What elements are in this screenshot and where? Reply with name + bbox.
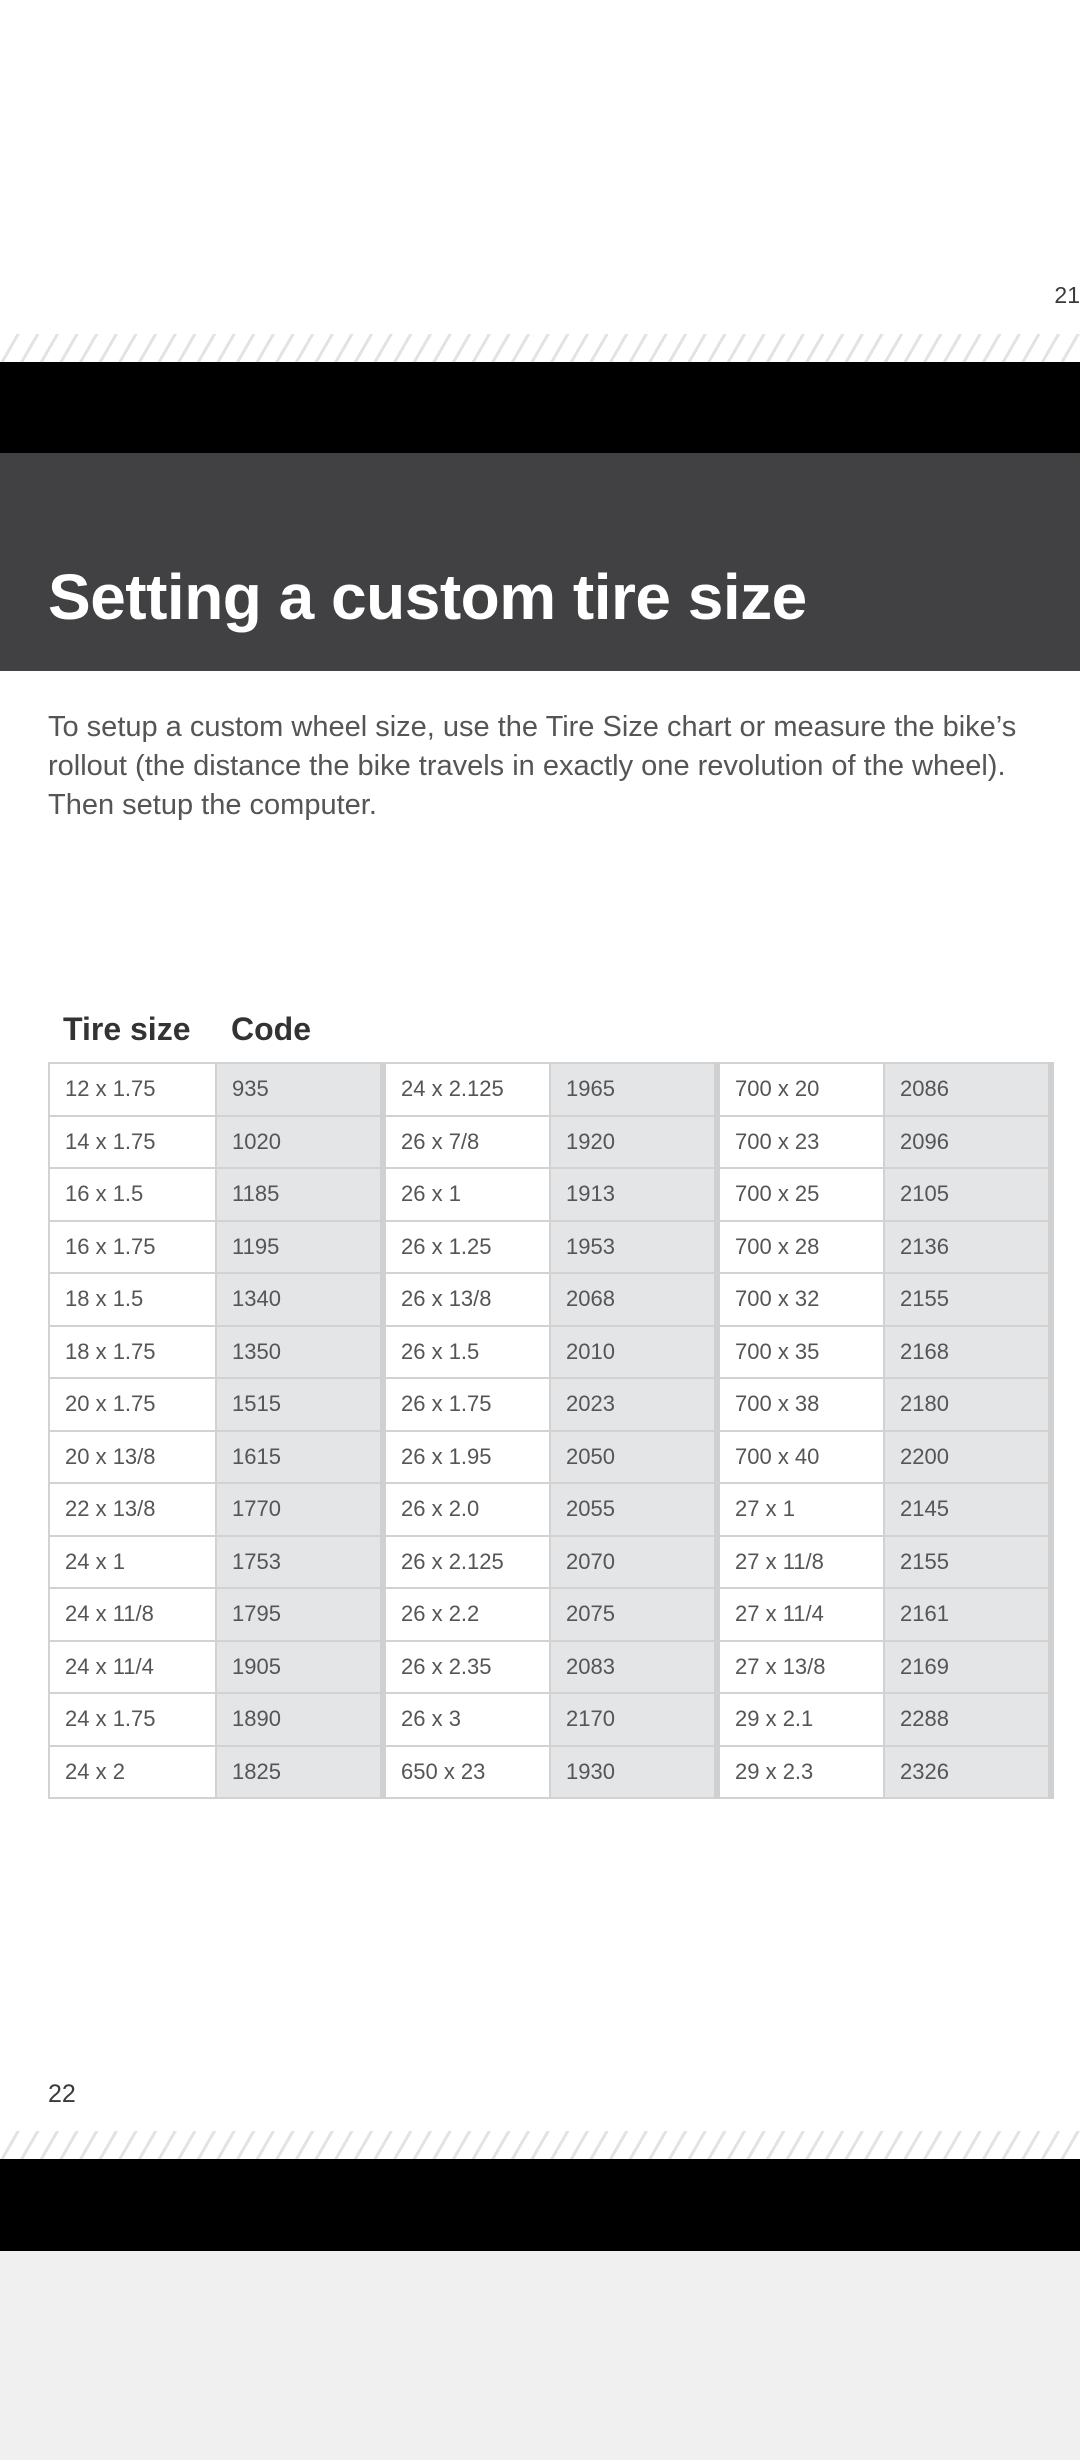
tire-size-cell: 18 x 1.5: [49, 1273, 216, 1326]
tire-code-cell: 2200: [884, 1431, 1051, 1484]
tire-size-table: [48, 1062, 1054, 1799]
table-row: [49, 1588, 1051, 1641]
tire-size-cell: 26 x 3: [383, 1693, 550, 1746]
table-column-headers: [0, 1011, 1080, 1051]
tire-code-cell: 1185: [216, 1168, 383, 1221]
tire-code-cell: 1795: [216, 1588, 383, 1641]
tire-code-cell: 1890: [216, 1693, 383, 1746]
table-row: [49, 1431, 1051, 1484]
code-header: Code: [231, 1011, 311, 1047]
table-row: [49, 1168, 1051, 1221]
tire-size-cell: 22 x 13/8: [49, 1483, 216, 1536]
tire-code-cell: 2168: [884, 1326, 1051, 1379]
tire-size-cell: 26 x 1.95: [383, 1431, 550, 1484]
tire-size-cell: 26 x 1.25: [383, 1221, 550, 1274]
tire-code-cell: 2161: [884, 1588, 1051, 1641]
tire-size-cell: 24 x 2: [49, 1746, 216, 1799]
intro-paragraph: To setup a custom wheel size, use the Tire Size chart or measure the bike’s rollout (the distance the bike travels in exactly one revolution of the wheel). Then setup the computer.: [48, 711, 1017, 821]
tire-size-cell: 16 x 1.75: [49, 1221, 216, 1274]
tire-code-cell: 1913: [550, 1168, 717, 1221]
table-row: [49, 1221, 1051, 1274]
tire-size-cell: 26 x 2.125: [383, 1536, 550, 1589]
tire-size-cell: 700 x 32: [717, 1273, 884, 1326]
tire-size-cell: 27 x 11/8: [717, 1536, 884, 1589]
tire-size-cell: 26 x 2.35: [383, 1641, 550, 1694]
tire-code-cell: 1340: [216, 1273, 383, 1326]
tire-size-cell: 700 x 25: [717, 1168, 884, 1221]
tire-size-cell: 700 x 28: [717, 1221, 884, 1274]
tire-code-cell: 1350: [216, 1326, 383, 1379]
page-separator-band: [0, 362, 1080, 453]
tire-code-cell: 2055: [550, 1483, 717, 1536]
table-row: [49, 1063, 1051, 1116]
tire-size-cell: 26 x 2.2: [383, 1588, 550, 1641]
tire-code-cell: 1953: [550, 1221, 717, 1274]
tire-code-cell: 2105: [884, 1168, 1051, 1221]
tire-code-cell: 2086: [884, 1063, 1051, 1116]
table-row: [49, 1536, 1051, 1589]
tire-size-cell: 26 x 2.0: [383, 1483, 550, 1536]
tire-code-cell: 2145: [884, 1483, 1051, 1536]
table-row: [49, 1116, 1051, 1169]
table-row: [49, 1641, 1051, 1694]
page-footer-hatch: [0, 2131, 1080, 2159]
tire-size-header: Tire size: [63, 1011, 191, 1047]
tire-code-cell: 2023: [550, 1378, 717, 1431]
tire-size-cell: 700 x 38: [717, 1378, 884, 1431]
tire-size-cell: 27 x 1: [717, 1483, 884, 1536]
page-footer-hatch: [0, 334, 1080, 362]
tire-size-cell: 18 x 1.75: [49, 1326, 216, 1379]
tire-size-cell: 16 x 1.5: [49, 1168, 216, 1221]
tire-code-cell: 935: [216, 1063, 383, 1116]
page-number: 22: [48, 2080, 76, 2108]
tire-code-cell: 2075: [550, 1588, 717, 1641]
tire-size-cell: 700 x 23: [717, 1116, 884, 1169]
tire-code-cell: 1920: [550, 1116, 717, 1169]
tire-code-cell: 2136: [884, 1221, 1051, 1274]
tire-size-cell: 24 x 1: [49, 1536, 216, 1589]
tire-code-cell: 2155: [884, 1536, 1051, 1589]
tire-code-cell: 1770: [216, 1483, 383, 1536]
tire-code-cell: 1515: [216, 1378, 383, 1431]
table-row: [49, 1326, 1051, 1379]
tire-size-cell: 27 x 11/4: [717, 1588, 884, 1641]
tire-size-cell: 26 x 1.5: [383, 1326, 550, 1379]
page-number: 21: [1054, 282, 1080, 308]
tire-code-cell: 2068: [550, 1273, 717, 1326]
tire-code-cell: 2180: [884, 1378, 1051, 1431]
tire-code-cell: 1965: [550, 1063, 717, 1116]
tire-size-cell: 700 x 40: [717, 1431, 884, 1484]
tire-size-cell: 26 x 7/8: [383, 1116, 550, 1169]
tire-size-cell: 26 x 13/8: [383, 1273, 550, 1326]
tire-size-cell: 20 x 1.75: [49, 1378, 216, 1431]
tire-code-cell: 1195: [216, 1221, 383, 1274]
tire-size-cell: 700 x 20: [717, 1063, 884, 1116]
page-separator-band: [0, 2159, 1080, 2251]
tire-size-cell: 12 x 1.75: [49, 1063, 216, 1116]
tire-size-cell: 24 x 2.125: [383, 1063, 550, 1116]
tire-code-cell: 2155: [884, 1273, 1051, 1326]
table-row: [49, 1483, 1051, 1536]
tire-code-cell: 1020: [216, 1116, 383, 1169]
tire-code-cell: 1905: [216, 1641, 383, 1694]
tire-code-cell: 1615: [216, 1431, 383, 1484]
tire-code-cell: 2288: [884, 1693, 1051, 1746]
tire-code-cell: 1930: [550, 1746, 717, 1799]
table-row: [49, 1693, 1051, 1746]
tire-code-cell: 2010: [550, 1326, 717, 1379]
tire-size-cell: 29 x 2.1: [717, 1693, 884, 1746]
table-row: [49, 1378, 1051, 1431]
tire-code-cell: 2050: [550, 1431, 717, 1484]
tire-code-cell: 1753: [216, 1536, 383, 1589]
page-21-bottom: [0, 0, 1080, 362]
tire-size-cell: 20 x 13/8: [49, 1431, 216, 1484]
tire-code-cell: 2083: [550, 1641, 717, 1694]
tire-size-cell: 29 x 2.3: [717, 1746, 884, 1799]
tire-size-cell: 27 x 13/8: [717, 1641, 884, 1694]
tire-code-cell: 1825: [216, 1746, 383, 1799]
tire-code-cell: 2326: [884, 1746, 1051, 1799]
tire-size-cell: 24 x 11/4: [49, 1641, 216, 1694]
tire-size-cell: 14 x 1.75: [49, 1116, 216, 1169]
section-title: Setting a custom tire size: [48, 561, 807, 633]
tire-code-cell: 2169: [884, 1641, 1051, 1694]
tire-size-cell: 26 x 1: [383, 1168, 550, 1221]
tire-size-cell: 26 x 1.75: [383, 1378, 550, 1431]
tire-code-cell: 2170: [550, 1693, 717, 1746]
tire-size-cell: 24 x 11/8: [49, 1588, 216, 1641]
tire-code-cell: 2096: [884, 1116, 1051, 1169]
tire-size-cell: 650 x 23: [383, 1746, 550, 1799]
table-row: [49, 1746, 1051, 1799]
tire-size-cell: 24 x 1.75: [49, 1693, 216, 1746]
table-row: [49, 1273, 1051, 1326]
tire-size-cell: 700 x 35: [717, 1326, 884, 1379]
tire-code-cell: 2070: [550, 1536, 717, 1589]
